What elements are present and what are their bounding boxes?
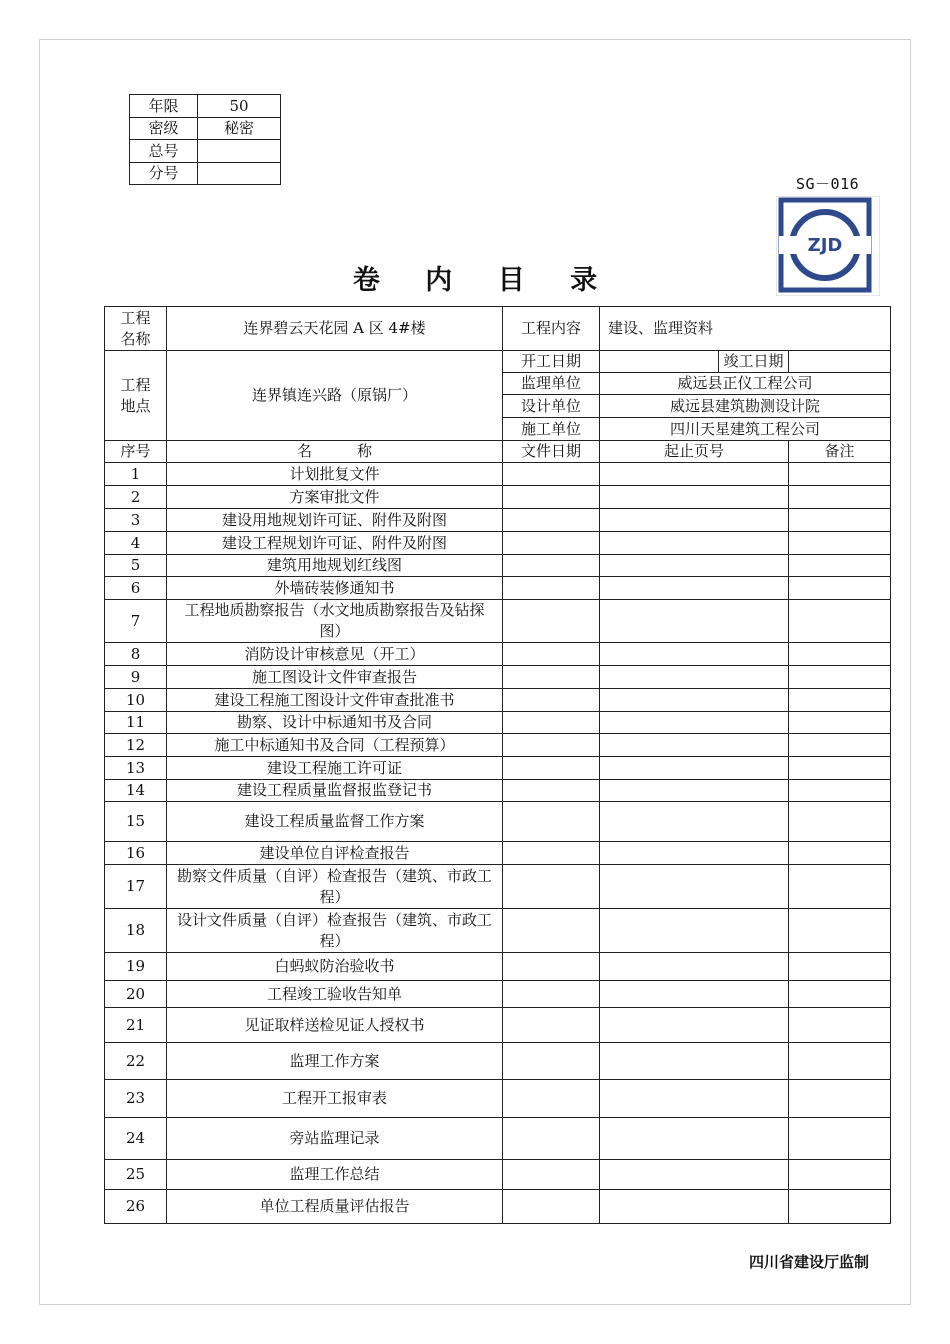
row-remark xyxy=(789,666,891,689)
row-pages xyxy=(600,532,789,555)
table-row xyxy=(105,909,891,953)
meta-label: 密级 xyxy=(130,117,198,140)
table-row xyxy=(105,780,891,802)
row-number: 11 xyxy=(105,712,167,734)
row-pages xyxy=(600,757,789,780)
table-row xyxy=(105,1043,891,1080)
meta-value xyxy=(198,162,281,185)
row-remark xyxy=(789,712,891,734)
row-number: 6 xyxy=(105,577,167,600)
project-content-value: 建设、监理资料 xyxy=(600,307,891,351)
row-pages xyxy=(600,802,789,842)
col-file-date-header: 文件日期 xyxy=(503,441,600,463)
logo-text: ZJD xyxy=(807,235,843,256)
table-row xyxy=(105,643,891,666)
row-remark xyxy=(789,842,891,865)
row-number: 20 xyxy=(105,981,167,1008)
row-file-date xyxy=(503,577,600,600)
table-row xyxy=(105,734,891,757)
table-row xyxy=(105,1118,891,1160)
row-file-date xyxy=(503,712,600,734)
table-row xyxy=(105,865,891,909)
row-remark xyxy=(789,734,891,757)
table-row xyxy=(105,509,891,532)
row-pages xyxy=(600,577,789,600)
row-file-date xyxy=(503,802,600,842)
row-remark xyxy=(789,757,891,780)
row-number: 12 xyxy=(105,734,167,757)
row-number: 26 xyxy=(105,1190,167,1224)
row-number: 13 xyxy=(105,757,167,780)
table-row xyxy=(105,757,891,780)
row-number: 21 xyxy=(105,1008,167,1043)
row-document-name: 建设工程施工许可证 xyxy=(167,757,503,780)
row-remark xyxy=(789,1043,891,1080)
row-remark xyxy=(789,780,891,802)
table-row xyxy=(105,1160,891,1190)
row-file-date xyxy=(503,1118,600,1160)
row-file-date xyxy=(503,757,600,780)
meta-label: 年限 xyxy=(130,95,198,118)
meta-value: 秘密 xyxy=(198,117,281,140)
row-file-date xyxy=(503,463,600,486)
table-row xyxy=(105,953,891,981)
meta-label: 分号 xyxy=(130,162,198,185)
row-pages xyxy=(600,1190,789,1224)
supervisor-value: 威远县正仪工程公司 xyxy=(600,373,891,395)
row-remark xyxy=(789,953,891,981)
table-row xyxy=(105,981,891,1008)
row-pages xyxy=(600,689,789,712)
column-header-row xyxy=(105,441,891,463)
row-document-name: 建设工程规划许可证、附件及附图 xyxy=(167,532,503,555)
constructor-label: 施工单位 xyxy=(503,418,600,441)
row-document-name: 工程地质勘察报告（水文地质勘察报告及钻探图） xyxy=(167,600,503,643)
row-document-name: 施工图设计文件审查报告 xyxy=(167,666,503,689)
row-pages xyxy=(600,509,789,532)
row-remark xyxy=(789,643,891,666)
row-pages xyxy=(600,1160,789,1190)
row-pages xyxy=(600,1080,789,1118)
page-title: 卷 内 目 录 xyxy=(352,265,616,296)
row-remark xyxy=(789,555,891,577)
row-pages xyxy=(600,780,789,802)
row-remark xyxy=(789,909,891,953)
row-pages xyxy=(600,555,789,577)
row-file-date xyxy=(503,689,600,712)
row-number: 5 xyxy=(105,555,167,577)
row-document-name: 建筑用地规划红线图 xyxy=(167,555,503,577)
project-name-row xyxy=(105,307,891,351)
start-date-row xyxy=(105,351,891,373)
table-row xyxy=(105,666,891,689)
row-remark xyxy=(789,577,891,600)
row-file-date xyxy=(503,981,600,1008)
contents-table xyxy=(104,306,891,1224)
row-number: 17 xyxy=(105,865,167,909)
col-pages-header: 起止页号 xyxy=(600,441,789,463)
row-pages xyxy=(600,666,789,689)
row-number: 8 xyxy=(105,643,167,666)
row-pages xyxy=(600,486,789,509)
row-document-name: 消防设计审核意见（开工） xyxy=(167,643,503,666)
row-document-name: 建设工程质量监督工作方案 xyxy=(167,802,503,842)
row-file-date xyxy=(503,666,600,689)
row-document-name: 单位工程质量评估报告 xyxy=(167,1190,503,1224)
row-file-date xyxy=(503,1008,600,1043)
row-document-name: 建设单位自评检查报告 xyxy=(167,842,503,865)
constructor-value: 四川天星建筑工程公司 xyxy=(600,418,891,441)
table-row xyxy=(105,1190,891,1224)
end-date-value xyxy=(789,351,891,373)
row-number: 16 xyxy=(105,842,167,865)
row-file-date xyxy=(503,1043,600,1080)
table-row xyxy=(105,555,891,577)
col-name-header: 名 称 xyxy=(167,441,503,463)
col-remark-header: 备注 xyxy=(789,441,891,463)
archive-meta-box xyxy=(129,94,281,185)
row-file-date xyxy=(503,555,600,577)
table-row xyxy=(105,689,891,712)
meta-row xyxy=(130,162,281,185)
row-number: 23 xyxy=(105,1080,167,1118)
row-document-name: 旁站监理记录 xyxy=(167,1118,503,1160)
footer-issuer: 四川省建设厅监制 xyxy=(749,1253,870,1271)
col-seq-header: 序号 xyxy=(105,441,167,463)
row-file-date xyxy=(503,865,600,909)
row-file-date xyxy=(503,1190,600,1224)
row-number: 7 xyxy=(105,600,167,643)
row-pages xyxy=(600,953,789,981)
project-location-label: 工程 地点 xyxy=(105,351,167,441)
row-file-date xyxy=(503,532,600,555)
row-pages xyxy=(600,981,789,1008)
row-remark xyxy=(789,1160,891,1190)
document-code: SG－016 xyxy=(796,175,860,193)
row-number: 3 xyxy=(105,509,167,532)
table-row xyxy=(105,842,891,865)
row-document-name: 监理工作总结 xyxy=(167,1160,503,1190)
supervisor-label: 监理单位 xyxy=(503,373,600,395)
row-pages xyxy=(600,1008,789,1043)
table-row xyxy=(105,463,891,486)
row-document-name: 设计文件质量（自评）检查报告（建筑、市政工程） xyxy=(167,909,503,953)
row-file-date xyxy=(503,643,600,666)
meta-row xyxy=(130,117,281,140)
row-document-name: 外墙砖装修通知书 xyxy=(167,577,503,600)
table-row xyxy=(105,486,891,509)
row-pages xyxy=(600,643,789,666)
meta-row xyxy=(130,95,281,118)
row-pages xyxy=(600,1118,789,1160)
row-document-name: 建设用地规划许可证、附件及附图 xyxy=(167,509,503,532)
start-date-label: 开工日期 xyxy=(503,351,600,373)
meta-row xyxy=(130,140,281,163)
row-document-name: 建设工程质量监督报监登记书 xyxy=(167,780,503,802)
row-number: 9 xyxy=(105,666,167,689)
row-number: 15 xyxy=(105,802,167,842)
table-row xyxy=(105,802,891,842)
row-number: 10 xyxy=(105,689,167,712)
table-row xyxy=(105,712,891,734)
table-row xyxy=(105,577,891,600)
row-file-date xyxy=(503,509,600,532)
start-date-value xyxy=(600,351,719,373)
row-document-name: 施工中标通知书及合同（工程预算） xyxy=(167,734,503,757)
table-row xyxy=(105,1080,891,1118)
row-number: 22 xyxy=(105,1043,167,1080)
row-pages xyxy=(600,734,789,757)
row-document-name: 建设工程施工图设计文件审查批准书 xyxy=(167,689,503,712)
row-number: 25 xyxy=(105,1160,167,1190)
row-pages xyxy=(600,842,789,865)
row-document-name: 方案审批文件 xyxy=(167,486,503,509)
row-pages xyxy=(600,909,789,953)
row-remark xyxy=(789,486,891,509)
row-pages xyxy=(600,1043,789,1080)
designer-label: 设计单位 xyxy=(503,395,600,418)
table-row xyxy=(105,600,891,643)
row-document-name: 见证取样送检见证人授权书 xyxy=(167,1008,503,1043)
row-remark xyxy=(789,532,891,555)
row-remark xyxy=(789,600,891,643)
project-location-value: 连界镇连兴路（原锅厂） xyxy=(167,351,503,441)
table-row xyxy=(105,1008,891,1043)
row-document-name: 监理工作方案 xyxy=(167,1043,503,1080)
row-number: 1 xyxy=(105,463,167,486)
row-file-date xyxy=(503,953,600,981)
row-file-date xyxy=(503,1160,600,1190)
row-file-date xyxy=(503,780,600,802)
row-document-name: 计划批复文件 xyxy=(167,463,503,486)
row-remark xyxy=(789,1008,891,1043)
row-pages xyxy=(600,712,789,734)
row-remark xyxy=(789,1118,891,1160)
row-number: 18 xyxy=(105,909,167,953)
row-file-date xyxy=(503,600,600,643)
row-file-date xyxy=(503,1080,600,1118)
meta-value: 50 xyxy=(198,95,281,118)
project-content-label: 工程内容 xyxy=(503,307,600,351)
row-document-name: 工程开工报审表 xyxy=(167,1080,503,1118)
project-name-value: 连界碧云天花园 A 区 4#楼 xyxy=(167,307,503,351)
row-document-name: 白蚂蚁防治验收书 xyxy=(167,953,503,981)
row-pages xyxy=(600,463,789,486)
row-remark xyxy=(789,802,891,842)
row-document-name: 工程竣工验收告知单 xyxy=(167,981,503,1008)
row-pages xyxy=(600,600,789,643)
row-remark xyxy=(789,689,891,712)
meta-label: 总号 xyxy=(130,140,198,163)
row-remark xyxy=(789,463,891,486)
row-number: 24 xyxy=(105,1118,167,1160)
row-remark xyxy=(789,981,891,1008)
row-document-name: 勘察、设计中标通知书及合同 xyxy=(167,712,503,734)
row-remark xyxy=(789,1190,891,1224)
project-name-label: 工程 名称 xyxy=(105,307,167,351)
row-pages xyxy=(600,865,789,909)
row-number: 19 xyxy=(105,953,167,981)
row-remark xyxy=(789,865,891,909)
row-file-date xyxy=(503,842,600,865)
row-file-date xyxy=(503,486,600,509)
row-number: 4 xyxy=(105,532,167,555)
row-document-name: 勘察文件质量（自评）检查报告（建筑、市政工程） xyxy=(167,865,503,909)
row-number: 2 xyxy=(105,486,167,509)
row-number: 14 xyxy=(105,780,167,802)
meta-value xyxy=(198,140,281,163)
row-remark xyxy=(789,509,891,532)
table-row xyxy=(105,532,891,555)
row-remark xyxy=(789,1080,891,1118)
designer-value: 威远县建筑勘测设计院 xyxy=(600,395,891,418)
row-file-date xyxy=(503,734,600,757)
row-file-date xyxy=(503,909,600,953)
end-date-label: 竣工日期 xyxy=(719,351,789,373)
